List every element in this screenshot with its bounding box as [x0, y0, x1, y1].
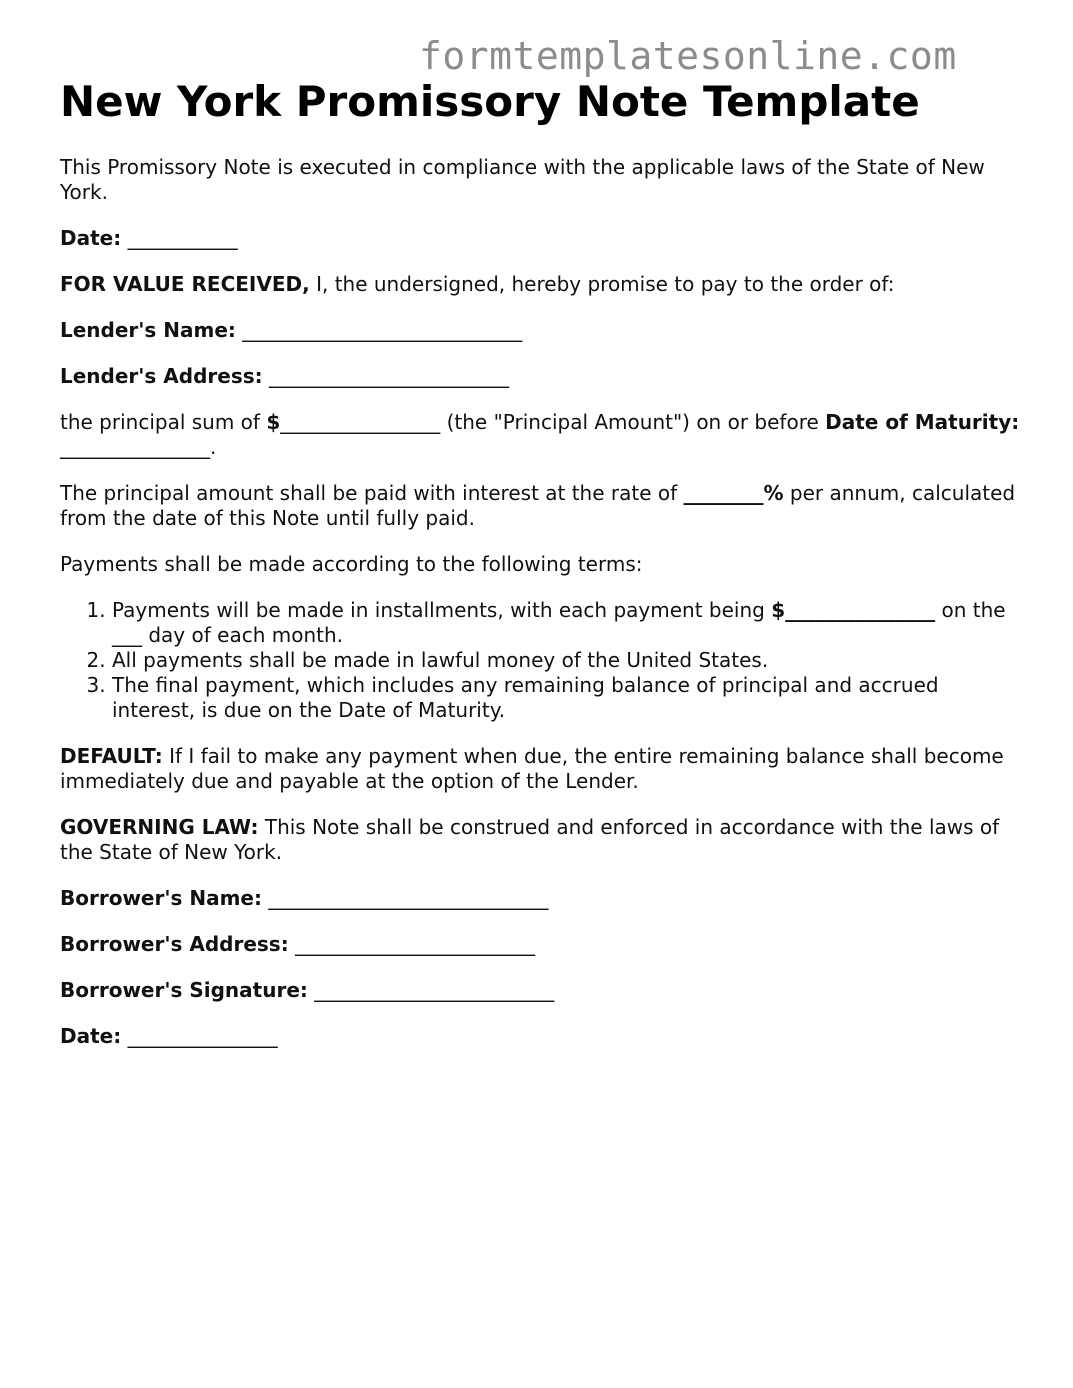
for-value-paragraph — [60, 272, 1020, 297]
lender-address-label: Lender's Address: — [60, 364, 263, 388]
intro-paragraph: This Promissory Note is executed in compliance with the applicable laws of the State of New York. — [60, 155, 985, 204]
interest-text-2: per annum, calculated from the date of this Note until fully paid. — [60, 481, 1016, 530]
date-top-label: Date: — [60, 226, 122, 250]
date-top-line — [60, 226, 1020, 251]
borrower-address-blank[interactable]: ________________________ — [295, 932, 536, 956]
interest-paragraph — [60, 481, 1020, 531]
borrower-name-line — [60, 886, 1020, 911]
maturity-date-blank[interactable]: _______________ — [60, 435, 210, 459]
principal-text-2: (the "Principal Amount") on or before — [440, 410, 826, 434]
installment-amount-blank[interactable]: $_______________ — [771, 598, 936, 622]
date-bottom-label: Date: — [60, 1024, 122, 1048]
watermark: formtemplatesonline.com — [419, 34, 957, 78]
page-title: New York Promissory Note Template — [60, 77, 920, 126]
lender-name-line — [60, 318, 1020, 343]
lender-name-blank[interactable]: ____________________________ — [242, 318, 523, 342]
date-bottom-line — [60, 1024, 1020, 1049]
governing-law-paragraph — [60, 815, 1020, 865]
lender-name-label: Lender's Name: — [60, 318, 236, 342]
terms-list — [60, 598, 1020, 723]
borrower-signature-label: Borrower's Signature: — [60, 978, 308, 1002]
date-bottom-blank[interactable]: _______________ — [127, 1024, 278, 1048]
default-paragraph — [60, 744, 1020, 794]
principal-end: . — [210, 435, 217, 459]
interest-text-1: The principal amount shall be paid with interest at the rate of — [60, 481, 684, 505]
borrower-name-label: Borrower's Name: — [60, 886, 262, 910]
principal-paragraph — [60, 410, 1020, 460]
interest-rate-blank[interactable]: ________% — [683, 481, 784, 505]
document-page — [60, 74, 1020, 1049]
borrower-address-label: Borrower's Address: — [60, 932, 289, 956]
for-value-text: I, the undersigned, hereby promise to pay to the order of: — [309, 272, 895, 296]
maturity-label: Date of Maturity: — [825, 410, 1020, 434]
governing-law-text: This Note shall be construed and enforced in accordance with the laws of the State of New York. — [60, 815, 1000, 864]
principal-text-1: the principal sum of — [60, 410, 267, 434]
borrower-signature-line — [60, 978, 1020, 1003]
principal-dollar-sign: $ — [266, 410, 281, 434]
lender-address-blank[interactable]: ________________________ — [269, 364, 509, 388]
lender-address-line — [60, 364, 1020, 389]
list-item: 2. All payments shall be made in lawful money of the United States. — [112, 648, 1020, 673]
borrower-name-blank[interactable]: ____________________________ — [268, 886, 549, 910]
default-text: If I fail to make any payment when due, the entire remaining balance shall become immediately due and payable at the option of the Lender. — [60, 744, 1004, 793]
list-item: 3. The final payment, which includes any remaining balance of principal and accrued interest, is due on the Date of Maturity. — [112, 673, 1020, 723]
for-value-label: FOR VALUE RECEIVED, — [60, 272, 310, 296]
default-label: DEFAULT: — [60, 744, 163, 768]
list-item — [112, 598, 1020, 648]
borrower-signature-blank[interactable]: ________________________ — [314, 978, 555, 1002]
term-1-text-1: Payments will be made in installments, with each payment being — [112, 598, 772, 622]
term-1-text-2: on the ___ day of each month. — [112, 598, 1006, 647]
governing-law-label: GOVERNING LAW: — [60, 815, 259, 839]
borrower-address-line — [60, 932, 1020, 957]
terms-intro: Payments shall be made according to the following terms: — [60, 552, 643, 576]
date-top-blank[interactable]: ___________ — [127, 226, 238, 250]
principal-amount-blank[interactable]: ________________ — [280, 410, 441, 434]
